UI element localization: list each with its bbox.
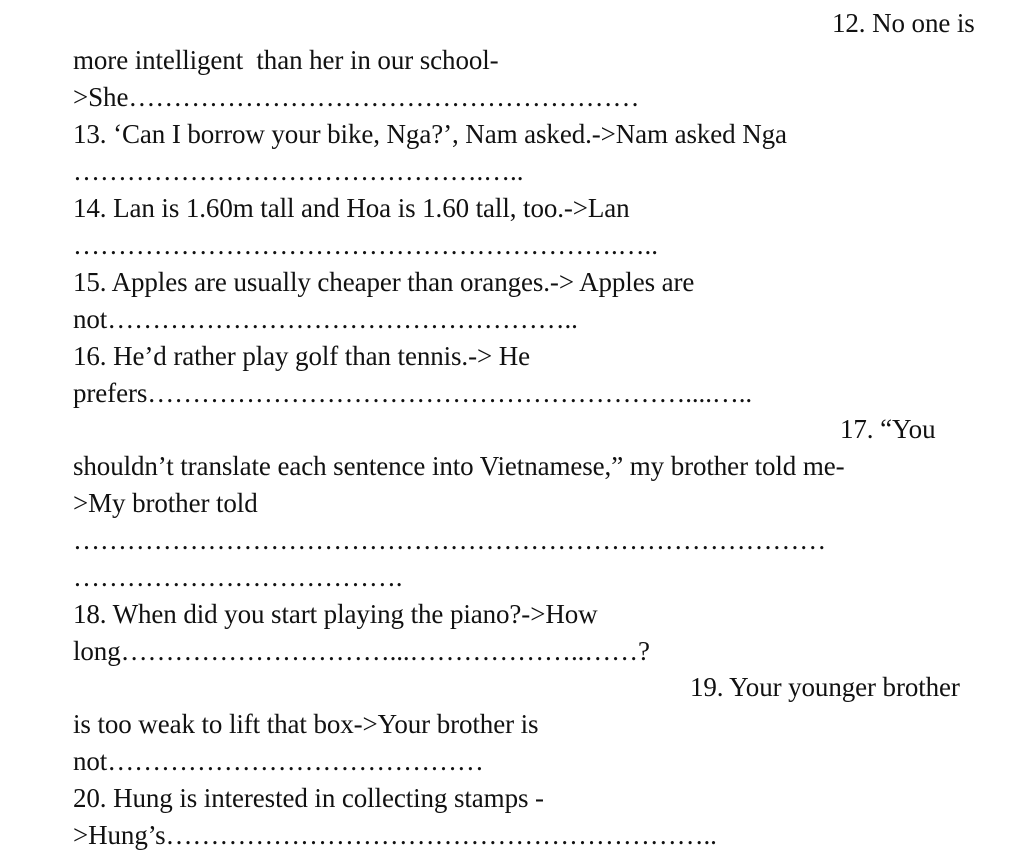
exercise-16-answer-line: prefers……………………………………………………....….. <box>73 378 753 408</box>
exercise-19-prompt-start: 19. Your younger brother <box>690 672 960 702</box>
exercise-13-prompt: 13. ‘Can I borrow your bike, Nga?’, Nam asked.->Nam asked Nga <box>73 119 787 149</box>
exercise-14-answer-line: …………………………………………………….….. <box>73 230 658 260</box>
exercise-17-prompt-start: 17. “You <box>840 414 936 444</box>
exercise-17-answer-line-2: ………………………………. <box>73 562 403 592</box>
exercise-17-answer-line-1: ………………………………………………………………………… <box>73 525 827 555</box>
exercise-18-answer-line: long…………………………...………………..……? <box>73 636 650 666</box>
exercise-15-answer-line: not…………………………………………….. <box>73 304 578 334</box>
exercise-17-prompt-middle: shouldn’t translate each sentence into Vietnamese,” my brother told me- <box>73 451 845 481</box>
exercise-19-answer-line: not…………………………………… <box>73 746 484 776</box>
exercise-20-prompt: 20. Hung is interested in collecting stamps - <box>73 783 544 813</box>
exercise-18-prompt: 18. When did you start playing the piano?->How <box>73 599 598 629</box>
exercise-20-answer-line: >Hung’s…………………………………………………….. <box>73 820 717 850</box>
exercise-12-answer-line: >She………………………………………………… <box>73 82 640 112</box>
exercise-19-prompt-end: is too weak to lift that box->Your brother is <box>73 709 539 739</box>
exercise-14-prompt: 14. Lan is 1.60m tall and Hoa is 1.60 tall, too.->Lan <box>73 193 630 223</box>
exercise-15-prompt: 15. Apples are usually cheaper than oranges.-> Apples are <box>73 267 695 297</box>
exercise-17-prompt-end: >My brother told <box>73 488 258 518</box>
exercise-12-prompt-start: 12. No one is <box>832 8 975 38</box>
exercise-13-answer-line: ……………………………………….….. <box>73 156 524 186</box>
exercise-16-prompt: 16. He’d rather play golf than tennis.-> He <box>73 341 531 371</box>
exercise-12-prompt-end: more intelligent than her in our school- <box>73 45 499 75</box>
